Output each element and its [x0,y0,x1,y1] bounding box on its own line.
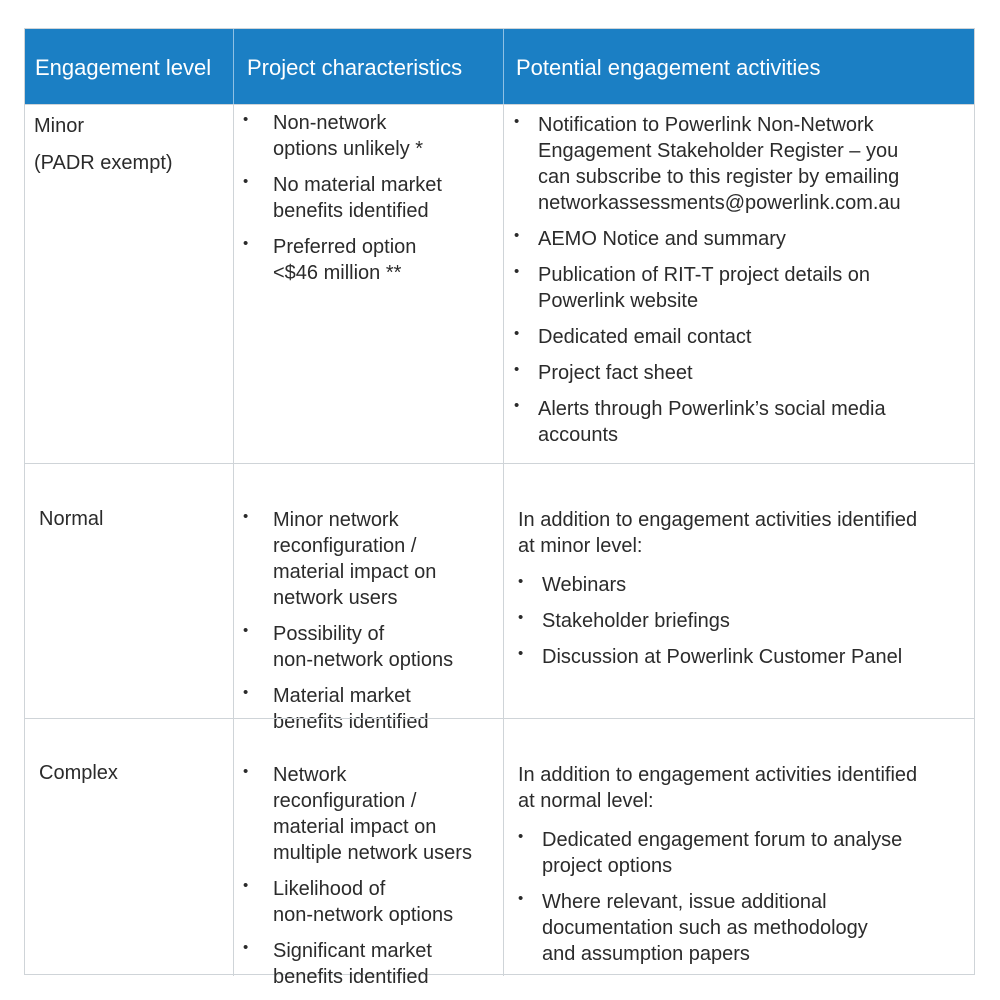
header-cell-engagement-activities [503,29,974,104]
characteristics-list [243,110,442,296]
activities-cell [503,105,974,463]
list-item: • Dedicated email contact [514,324,901,350]
activities-list [514,112,901,458]
list-item: • Network reconfiguration / material impact on multiple network users [243,762,472,866]
list-item: • Project fact sheet [514,360,901,386]
activities-intro: In addition to engagement activities identified at minor level: [518,509,918,557]
level-label: Normal [39,508,104,530]
table-header-row [25,29,974,104]
list-item: • AEMO Notice and summary [514,226,901,252]
header-engagement-activities: Potential engagement activities [516,55,821,80]
header-cell-engagement-level [25,29,233,104]
header-engagement-level: Engagement level [35,55,212,80]
header-cell-project-characteristics [233,29,503,104]
level-label: Minor [34,115,85,137]
level-cell [25,105,233,463]
characteristics-cell [233,719,503,988]
level-note: (PADR exempt) [34,152,173,174]
list-item: • Minor network reconfiguration / material impact on network users [243,507,453,611]
list-item: • Material market benefits identified [243,683,453,735]
list-item: • Dedicated engagement forum to analyse project options [518,827,902,879]
list-item: • Alerts through Powerlink’s social media accounts [514,396,901,448]
level-cell [25,464,233,718]
activities-list [518,572,902,680]
activities-list [518,827,902,977]
table-row-minor [25,104,974,463]
level-label: Complex [39,762,118,784]
list-item: • Stakeholder briefings [518,608,902,634]
activities-cell [503,464,974,718]
list-item: • Discussion at Powerlink Customer Panel [518,644,902,670]
list-item: • Preferred option <$46 million ** [243,234,442,286]
list-item: • Likelihood of non-network options [243,876,472,928]
level-cell [25,719,233,976]
table-row-normal [25,463,974,733]
header-project-characteristics: Project characteristics [247,55,463,80]
list-item: • Where relevant, issue additional documentation such as methodology and assumption papers [518,889,902,967]
characteristics-cell [233,464,503,733]
list-item: • Non-network options unlikely * [243,110,442,162]
list-item: • Possibility of non-network options [243,621,453,673]
engagement-table [24,28,975,988]
activities-intro: In addition to engagement activities identified at normal level: [518,764,918,812]
table-row-complex [25,718,974,988]
list-item: • Notification to Powerlink Non-Network Engagement Stakeholder Register – you can subscribe to this register by emailing networkassessments@powerlink.com.au [514,112,901,216]
list-item: • No material market benefits identified [243,172,442,224]
characteristics-list [243,507,453,745]
characteristics-cell [233,105,503,463]
activities-cell [503,719,974,976]
characteristics-list [243,762,472,1000]
list-item: • Significant market benefits identified [243,938,472,990]
list-item: • Publication of RIT-T project details on Powerlink website [514,262,901,314]
list-item: • Webinars [518,572,902,598]
